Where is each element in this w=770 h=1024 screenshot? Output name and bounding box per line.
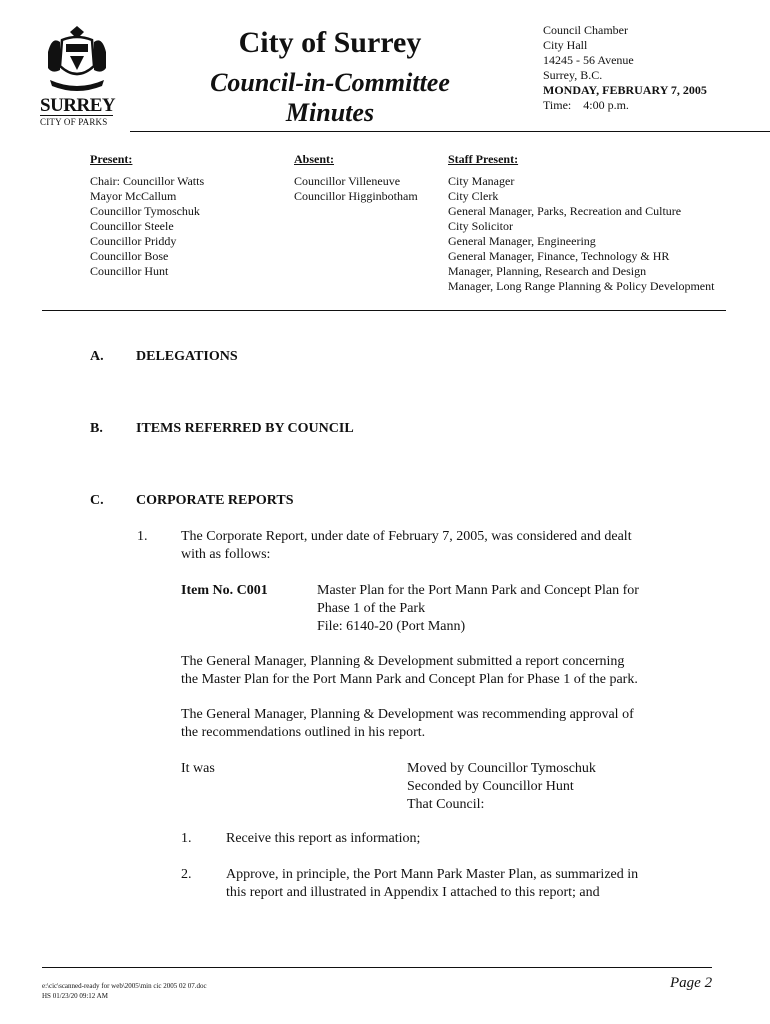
item-code: Item No. C001 [181,583,268,598]
staff-member: City Clerk [448,189,499,203]
document-title: City of Surrey [238,26,422,59]
paragraph-submission [181,653,638,689]
logo-wordmark: SURREY [40,95,116,116]
attendee: Chair: Councillor Watts [90,174,205,188]
item-intro [181,528,632,564]
staff-member: General Manager, Engineering [448,234,596,248]
meeting-info [543,23,707,113]
recommendation-number: 1. [181,831,192,846]
location-line: Council Chamber [543,23,628,37]
subtitle-line-2: Minutes [285,98,375,127]
seconded-by: Seconded by Councillor Hunt [407,779,574,794]
city-logo [40,22,116,127]
section-b-letter: B. [90,421,103,436]
item-description [317,582,639,636]
attendee: Councillor Hunt [90,264,169,278]
text-line: the Master Plan for the Port Mann Park and Concept Plan for Phase 1 of the park. [181,672,638,687]
moved-by: Moved by Councillor Tymoschuk [407,761,596,776]
recommendation-number: 2. [181,867,192,882]
section-c-letter: C. [90,493,104,508]
time-value: 4:00 p.m. [583,98,629,112]
document-subtitle [130,68,530,128]
attendee: Councillor Bose [90,249,169,263]
absentee: Councillor Higginbotham [294,189,418,203]
present-heading: Present: [90,152,133,166]
item-number: 1. [137,529,148,544]
section-b-title: ITEMS REFERRED BY COUNCIL [136,421,354,436]
text-line: this report and illustrated in Appendix I attached to this report; and [226,885,600,900]
file-reference: File: 6140-20 (Port Mann) [317,619,466,634]
staff-member: Manager, Long Range Planning & Policy Development [448,279,715,293]
meeting-time [543,98,707,113]
city-crest-icon [44,22,110,94]
time-label: Time: [543,98,572,112]
staff-member: City Manager [448,174,515,188]
text-line: Master Plan for the Port Mann Park and Concept Plan for [317,583,639,598]
text-line: with as follows: [181,547,271,562]
attendance-divider [42,310,726,311]
file-path: e:\cic\scanned-ready for web\2005\min cic 2005 02 07.doc [42,982,207,990]
staff-member: General Manager, Parks, Recreation and Culture [448,204,682,218]
staff-member: Manager, Planning, Research and Design [448,264,647,278]
text-line: The General Manager, Planning & Development was recommending approval of [181,707,634,722]
text-line: Approve, in principle, the Port Mann Park Master Plan, as summarized in [226,867,639,882]
footer-divider [42,967,712,968]
footer-meta [42,981,207,1001]
staff-member: City Solicitor [448,219,514,233]
attendee: Councillor Tymoschuk [90,204,200,218]
text-line: the recommendations outlined in his report. [181,725,426,740]
that-council: That Council: [407,797,485,812]
paragraph-recommendation [181,706,634,742]
logo-tagline: CITY OF PARKS [40,115,113,127]
subtitle-line-1: Council-in-Committee [210,68,450,97]
header-divider [130,131,770,132]
attendee: Councillor Priddy [90,234,177,248]
absent-column [294,152,418,204]
staff-column [448,152,714,294]
text-line: Phase 1 of the Park [317,601,426,616]
staff-member: General Manager, Finance, Technology & HR [448,249,670,263]
print-stamp: HS 01/23/20 09:12 AM [42,992,108,1000]
recommendation-text [226,866,638,902]
it-was-label: It was [181,761,215,776]
recommendation-text: Receive this report as information; [226,831,421,846]
present-column [90,152,204,279]
absentee: Councillor Villeneuve [294,174,401,188]
text-line: The General Manager, Planning & Development submitted a report concerning [181,654,625,669]
page-number: Page 2 [670,975,713,991]
section-c-title: CORPORATE REPORTS [136,493,294,508]
location-line: City Hall [543,38,588,52]
staff-heading: Staff Present: [448,152,519,166]
section-a-letter: A. [90,349,104,364]
absent-heading: Absent: [294,152,335,166]
motion-block [407,760,596,814]
section-a-title: DELEGATIONS [136,349,238,364]
attendee: Mayor McCallum [90,189,177,203]
attendee: Councillor Steele [90,219,174,233]
location-line: Surrey, B.C. [543,68,603,82]
location-line: 14245 - 56 Avenue [543,53,634,67]
meeting-date: MONDAY, FEBRUARY 7, 2005 [543,83,707,97]
text-line: The Corporate Report, under date of February 7, 2005, was considered and dealt [181,529,632,544]
